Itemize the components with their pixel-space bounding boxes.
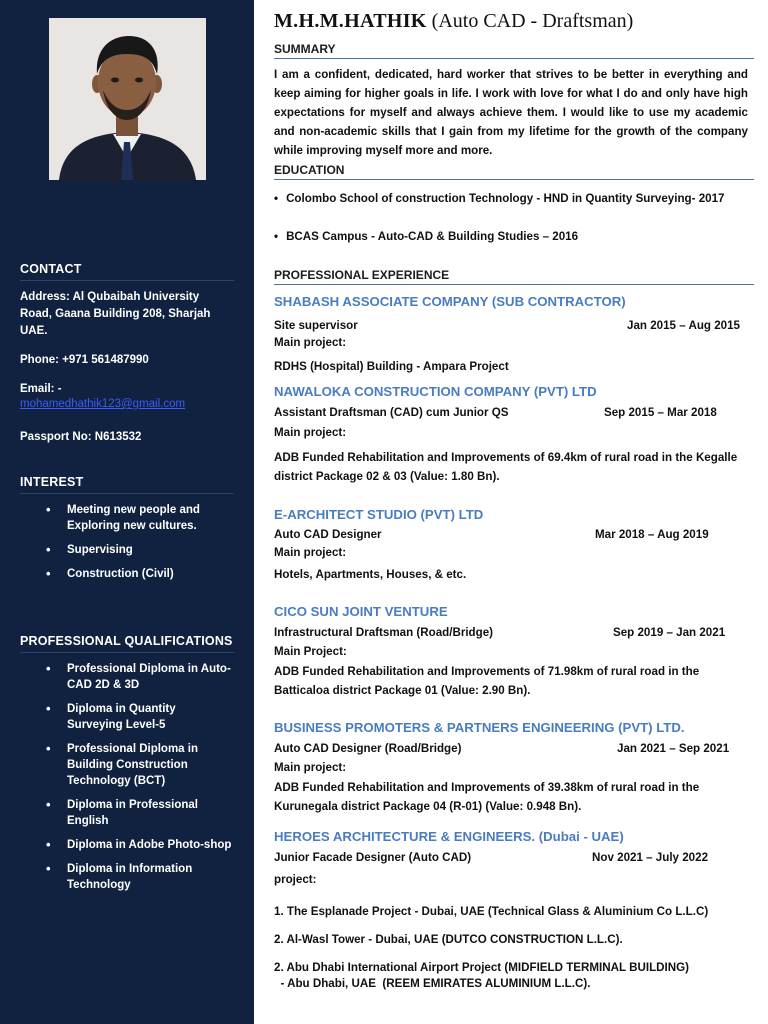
job-role: Auto CAD Designer — [274, 528, 382, 541]
job-period: Mar 2018 – Aug 2019 — [595, 528, 709, 541]
page-title — [274, 10, 633, 33]
job-project: 1. The Esplanade Project - Dubai, UAE (Technical Glass & Aluminium Co L.L.C) — [274, 905, 709, 918]
contact-address: Address: Al Qubaibah University Road, Gaana Building 208, Sharjah UAE. — [20, 291, 211, 337]
candidate-name: M.H.M.HATHIK — [274, 10, 427, 32]
job-project: 2. Abu Dhabi International Airport Project (MIDFIELD TERMINAL BUILDING) — [274, 961, 690, 974]
job-project: RDHS (Hospital) Building - Ampara Project — [274, 360, 509, 373]
qualification-item: • Diploma in Professional English — [20, 797, 234, 829]
education-item: • Colombo School of construction Technology - HND in Quantity Surveying- 2017 — [274, 192, 725, 205]
profile-photo — [49, 18, 206, 180]
job-project: ADB Funded Rehabilitation and Improvements of 69.4km of rural road in the Kegalle district Package 02 & 03 (Value: 1.80 Bn). — [274, 451, 738, 483]
qualification-item: • Professional Diploma in Auto-CAD 2D & 3D — [20, 661, 234, 693]
job-project-label: project: — [274, 873, 317, 886]
summary-text: I am a confident, dedicated, hard worker that strives to be better in everything and keep aiming for higher goals in life. I work with love for what I do and only have high expectations for myself and always achieve them. I would like to use my academic and non-academic skills that I gain from my lifetime for the growth of the company while improving myself more and more. — [274, 68, 748, 157]
interest-list — [20, 502, 234, 582]
qualifications-heading: PROFESSIONAL QUALIFICATIONS — [20, 634, 234, 653]
contact-email-row — [20, 396, 234, 413]
job-period: Jan 2021 – Sep 2021 — [617, 742, 730, 755]
job-company: SHABASH ASSOCIATE COMPANY (SUB CONTRACTOR) — [274, 294, 626, 309]
job-period: Nov 2021 – July 2022 — [592, 851, 709, 864]
education-item: • BCAS Campus - Auto-CAD & Building Studies – 2016 — [274, 230, 578, 243]
job-project: - Abu Dhabi, UAE (REEM EMIRATES ALUMINIUM L.L.C). — [274, 977, 591, 990]
qualification-item: • Professional Diploma in Building Construction Technology (BCT) — [20, 741, 234, 789]
job-role: Site supervisor — [274, 319, 358, 332]
job-period: Jan 2015 – Aug 2015 — [627, 319, 740, 332]
job-company: HEROES ARCHITECTURE & ENGINEERS. (Dubai - UAE) — [274, 829, 624, 844]
job-project: ADB Funded Rehabilitation and Improvements of 71.98km of rural road in the Batticaloa district Package 01 (Value: 2.90 Bn). — [274, 665, 700, 697]
education-heading: EDUCATION — [274, 163, 754, 180]
qualification-item: • Diploma in Quantity Surveying Level-5 — [20, 701, 234, 733]
job-company: CICO SUN JOINT VENTURE — [274, 604, 448, 619]
qualifications-section — [20, 634, 234, 901]
job-project-label: Main project: — [274, 426, 347, 439]
interest-section — [20, 475, 234, 590]
contact-email-label: Email: - — [20, 383, 62, 395]
job-project-label: Main project: — [274, 336, 347, 349]
interest-item: • Meeting new people and Exploring new cultures. — [20, 502, 234, 534]
job-project-label: Main project: — [274, 546, 347, 559]
job-project: Hotels, Apartments, Houses, & etc. — [274, 568, 467, 581]
summary-heading: SUMMARY — [274, 42, 754, 59]
interest-item: • Construction (Civil) — [20, 566, 234, 582]
job-company: BUSINESS PROMOTERS & PARTNERS ENGINEERING (PVT) LTD. — [274, 720, 685, 735]
job-period: Sep 2019 – Jan 2021 — [613, 626, 726, 639]
qualifications-list — [20, 661, 234, 893]
qualification-item: • Diploma in Adobe Photo-shop — [20, 837, 234, 853]
contact-email-link[interactable]: mohamedhathik123@gmail.com — [20, 398, 186, 410]
contact-heading: CONTACT — [20, 262, 234, 281]
job-project-label: Main Project: — [274, 645, 347, 658]
job-role: Infrastructural Draftsman (Road/Bridge) — [274, 626, 494, 639]
sidebar — [0, 0, 254, 1024]
job-role: Auto CAD Designer (Road/Bridge) — [274, 742, 462, 755]
job-company: NAWALOKA CONSTRUCTION COMPANY (PVT) LTD — [274, 384, 597, 399]
contact-phone: Phone: +971 561487990 — [20, 354, 149, 366]
job-project-label: Main project: — [274, 761, 347, 774]
job-role: Junior Facade Designer (Auto CAD) — [274, 851, 472, 864]
job-project: 2. Al-Wasl Tower - Dubai, UAE (DUTCO CONSTRUCTION L.L.C). — [274, 933, 623, 946]
experience-heading: PROFESSIONAL EXPERIENCE — [274, 268, 754, 285]
contact-section — [20, 262, 234, 446]
contact-passport: Passport No: N613532 — [20, 431, 142, 443]
job-period: Sep 2015 – Mar 2018 — [604, 406, 717, 419]
interest-heading: INTEREST — [20, 475, 234, 494]
qualification-item: • Diploma in Information Technology — [20, 861, 234, 893]
candidate-title: (Auto CAD - Draftsman) — [431, 10, 634, 32]
interest-item: • Supervising — [20, 542, 234, 558]
job-project: ADB Funded Rehabilitation and Improvements of 39.38km of rural road in the Kurunegala district Package 04 (R-01) (Value: 0.948 Bn). — [274, 781, 700, 813]
person-portrait-icon — [49, 18, 206, 180]
job-company: E-ARCHITECT STUDIO (PVT) LTD — [274, 507, 484, 522]
job-role: Assistant Draftsman (CAD) cum Junior QS — [274, 406, 509, 419]
